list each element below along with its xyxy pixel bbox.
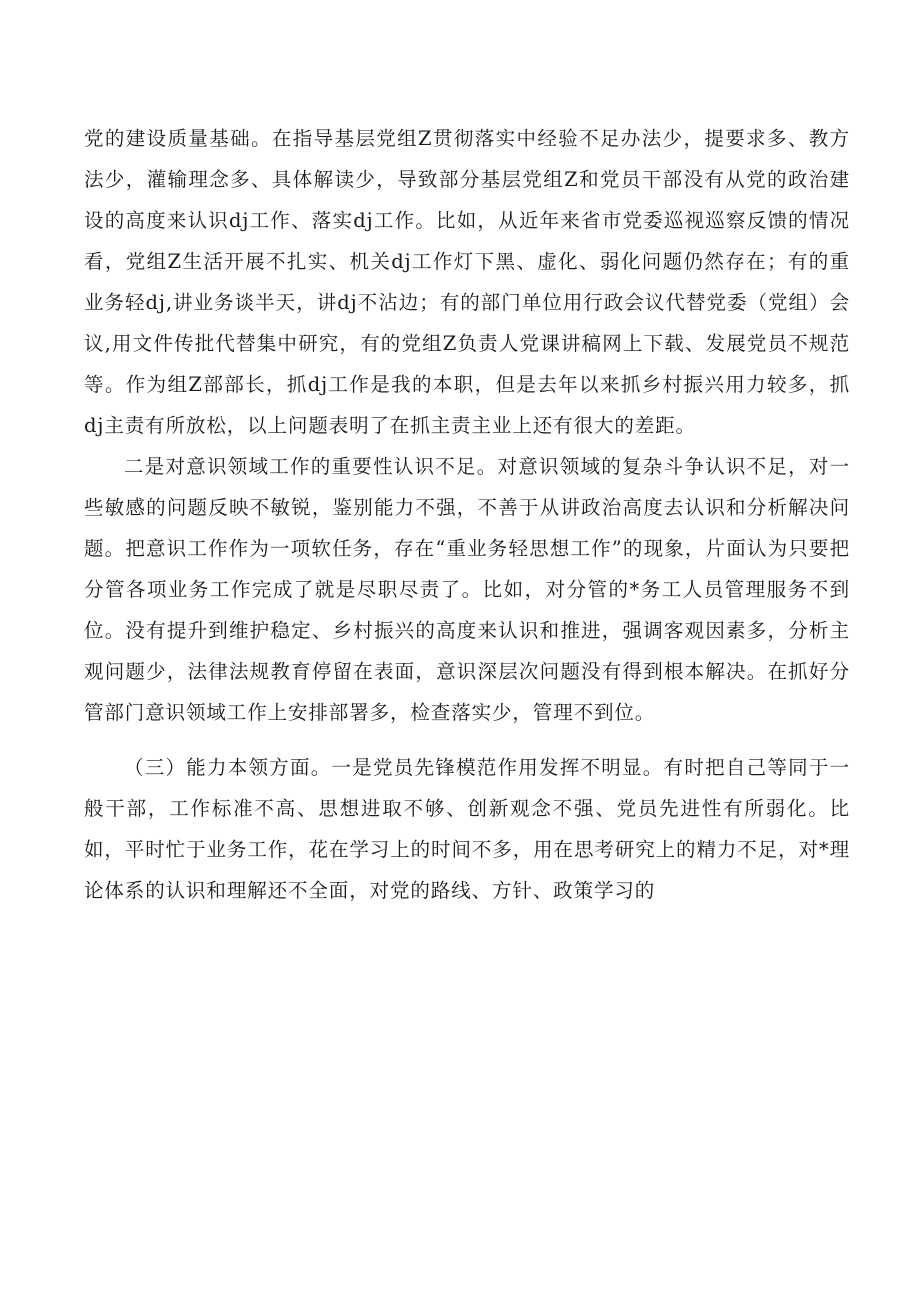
- paragraph-ideology-work: 二是对意识领域工作的重要性认识不足。对意识领域的复杂斗争认识不足，对一些敏感的问题反映不敏锐，鉴别能力不强，不善于从讲政治高度去认识和分析解决问题。把意识工作作为一项软任务，存在“重业务轻思想工作”的现象，片面认为只要把分管各项业务工作完成了就是尽职尽责了。比如，对分管的*务工人员管理服务不到位。没有提升到维护稳定、乡村振兴的高度来认识和推进，强调客观因素多，分析主观问题少，法律法规教育停留在表面，意识深层次问题没有得到根本解决。在抓好分管部门意识领域工作上安排部署多，检查落实少，管理不到位。: [84, 455, 850, 724]
- paragraph-party-building: 党的建设质量基础。在指导基层党组Z贯彻落实中经验不足办法少，提要求多、教方法少，灌输理念多、具体解读少，导致部分基层党组Z和党员干部没有从党的政治建设的高度来认识dj工作、落实dj工作。比如，从近年来省市党委巡视巡察反馈的情况看，党组Z生活开展不扎实、机关dj工作灯下黑、虚化、弱化问题仍然存在；有的重业务轻dj,讲业务谈半天，讲dj不沾边；有的部门单位用行政会议代替党委（党组）会议,用文件传批代替集中研究，有的党组Z负责人党课讲稿网上下载、发展党员不规范等。作为组Z部部长，抓dj工作是我的本职，但是去年以来抓乡村振兴用力较多，抓dj主责有所放松，以上问题表明了在抓主责主业上还有很大的差距。: [84, 127, 850, 437]
- paragraph-ability-section: （三）能力本领方面。一是党员先锋模范作用发挥不明显。有时把自己等同于一般干部，工作标准不高、思想进取不够、创新观念不强、党员先进性有所弱化。比如，平时忙于业务工作，花在学习上的时间不多，用在思考研究上的精力不足，对*理论体系的认识和理解还不全面，对党的路线、方针、政策学习的: [84, 756, 850, 902]
